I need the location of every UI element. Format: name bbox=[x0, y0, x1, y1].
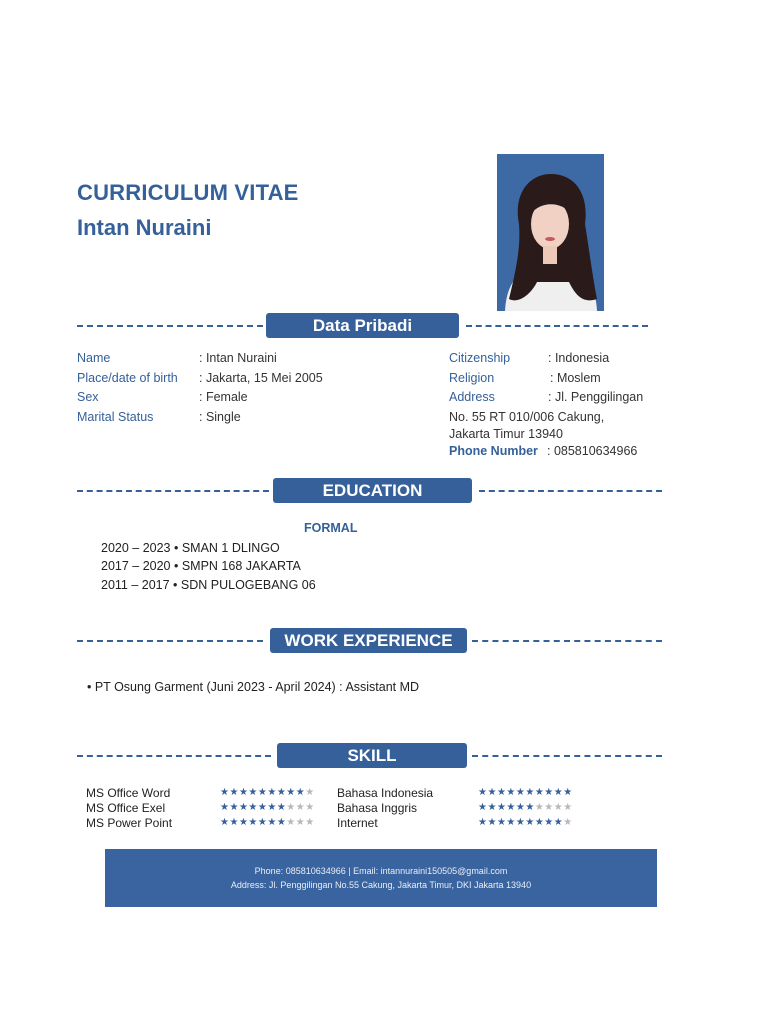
star-icon: ★ bbox=[534, 802, 545, 813]
star-icon: ★ bbox=[267, 787, 277, 798]
skill-name: MS Office Exel bbox=[86, 801, 166, 815]
star-icon: ★ bbox=[487, 817, 497, 828]
value-birth: : Jakarta, 15 Mei 2005 bbox=[199, 371, 323, 385]
label-name: Name bbox=[77, 351, 111, 365]
skill-rating-stars bbox=[220, 787, 315, 798]
value-address: : Jl. Penggilingan bbox=[548, 390, 644, 404]
star-icon: ★ bbox=[220, 802, 230, 813]
address-line-2: No. 55 RT 010/006 Cakung, bbox=[449, 410, 605, 424]
star-icon: ★ bbox=[238, 787, 249, 798]
star-icon: ★ bbox=[229, 817, 239, 828]
star-icon: ★ bbox=[229, 787, 239, 798]
value-marital: : Single bbox=[199, 410, 241, 424]
star-icon: ★ bbox=[515, 817, 526, 828]
label-address: Address bbox=[449, 390, 495, 404]
star-icon: ★ bbox=[534, 787, 545, 798]
star-icon: ★ bbox=[496, 817, 507, 828]
star-icon: ★ bbox=[563, 802, 573, 813]
section-personal-title: Data Pribadi bbox=[266, 313, 459, 338]
star-icon: ★ bbox=[295, 787, 306, 798]
skill-name: MS Office Word bbox=[86, 786, 171, 800]
star-icon: ★ bbox=[478, 817, 488, 828]
star-icon: ★ bbox=[478, 802, 488, 813]
star-icon: ★ bbox=[496, 802, 507, 813]
star-icon: ★ bbox=[563, 817, 573, 828]
star-icon: ★ bbox=[295, 802, 306, 813]
skill-name: Bahasa Indonesia bbox=[337, 786, 434, 800]
star-icon: ★ bbox=[248, 817, 258, 828]
section-skill bbox=[77, 743, 662, 769]
section-education-title: EDUCATION bbox=[273, 478, 472, 503]
education-item: 2011 – 2017 • SDN PULOGEBANG 06 bbox=[101, 578, 316, 592]
star-icon: ★ bbox=[553, 787, 564, 798]
star-icon: ★ bbox=[286, 787, 296, 798]
education-item: 2017 – 2020 • SMPN 168 JAKARTA bbox=[101, 559, 301, 573]
skill-rating-stars bbox=[478, 817, 573, 828]
skill-rating-stars bbox=[478, 802, 573, 813]
star-icon: ★ bbox=[534, 817, 545, 828]
star-icon: ★ bbox=[267, 802, 277, 813]
star-icon: ★ bbox=[276, 802, 287, 813]
divider-right bbox=[479, 490, 662, 492]
cv-title: CURRICULUM VITAE bbox=[77, 180, 299, 205]
section-education bbox=[77, 478, 662, 504]
education-formal-heading: FORMAL bbox=[304, 521, 358, 535]
education-item: 2020 – 2023 • SMAN 1 DLINGO bbox=[101, 541, 280, 555]
label-marital: Marital Status bbox=[77, 410, 154, 424]
star-icon: ★ bbox=[506, 817, 516, 828]
skill-rating-stars bbox=[478, 787, 573, 798]
profile-photo bbox=[497, 154, 604, 311]
label-citizenship: Citizenship bbox=[449, 351, 511, 365]
portrait-illustration bbox=[497, 154, 604, 311]
star-icon: ★ bbox=[267, 817, 277, 828]
star-icon: ★ bbox=[276, 787, 287, 798]
star-icon: ★ bbox=[487, 787, 497, 798]
divider-left bbox=[77, 490, 269, 492]
star-icon: ★ bbox=[553, 802, 564, 813]
section-work-title: WORK EXPERIENCE bbox=[270, 628, 467, 653]
star-icon: ★ bbox=[525, 802, 535, 813]
star-icon: ★ bbox=[305, 817, 315, 828]
star-icon: ★ bbox=[257, 817, 268, 828]
value-citizenship: : Indonesia bbox=[548, 351, 610, 365]
star-icon: ★ bbox=[220, 817, 230, 828]
footer-address-line: Address: Jl. Penggilingan No.55 Cakung, Jakarta Timur, DKI Jakarta 13940 bbox=[230, 880, 532, 890]
divider-right bbox=[472, 755, 662, 757]
star-icon: ★ bbox=[496, 787, 507, 798]
divider-right bbox=[472, 640, 662, 642]
label-birth: Place/date of birth bbox=[77, 371, 178, 385]
label-phone: Phone Number bbox=[449, 444, 538, 458]
star-icon: ★ bbox=[563, 787, 573, 798]
label-religion: Religion bbox=[449, 371, 495, 385]
divider-right bbox=[466, 325, 648, 327]
section-personal bbox=[77, 313, 662, 339]
value-name: : Intan Nuraini bbox=[199, 351, 277, 365]
section-work bbox=[77, 628, 662, 654]
candidate-name: Intan Nuraini bbox=[77, 215, 212, 240]
divider-left bbox=[77, 640, 263, 642]
star-icon: ★ bbox=[525, 817, 535, 828]
star-icon: ★ bbox=[238, 802, 249, 813]
skill-name: Internet bbox=[337, 816, 378, 830]
star-icon: ★ bbox=[305, 802, 315, 813]
star-icon: ★ bbox=[553, 817, 564, 828]
star-icon: ★ bbox=[286, 817, 296, 828]
star-icon: ★ bbox=[286, 802, 296, 813]
value-phone: : 085810634966 bbox=[547, 444, 638, 458]
footer-contact-line: Phone: 085810634966 | Email: intannuraini150505@gmail.com bbox=[254, 866, 508, 876]
star-icon: ★ bbox=[515, 802, 526, 813]
skill-name: MS Power Point bbox=[86, 816, 173, 830]
star-icon: ★ bbox=[478, 787, 488, 798]
star-icon: ★ bbox=[220, 787, 230, 798]
star-icon: ★ bbox=[248, 787, 258, 798]
star-icon: ★ bbox=[257, 787, 268, 798]
star-icon: ★ bbox=[487, 802, 497, 813]
star-icon: ★ bbox=[257, 802, 268, 813]
star-icon: ★ bbox=[544, 802, 554, 813]
divider-left bbox=[77, 755, 271, 757]
star-icon: ★ bbox=[506, 787, 516, 798]
star-icon: ★ bbox=[295, 817, 306, 828]
label-sex: Sex bbox=[77, 390, 99, 404]
star-icon: ★ bbox=[248, 802, 258, 813]
star-icon: ★ bbox=[544, 787, 554, 798]
star-icon: ★ bbox=[238, 817, 249, 828]
skill-name: Bahasa Inggris bbox=[337, 801, 418, 815]
contact-footer bbox=[105, 849, 657, 907]
star-icon: ★ bbox=[506, 802, 516, 813]
value-religion: : Moslem bbox=[550, 371, 601, 385]
star-icon: ★ bbox=[515, 787, 526, 798]
star-icon: ★ bbox=[229, 802, 239, 813]
section-skill-title: SKILL bbox=[277, 743, 467, 768]
work-item: • PT Osung Garment (Juni 2023 - April 2024) : Assistant MD bbox=[87, 680, 420, 694]
address-line-3: Jakarta Timur 13940 bbox=[449, 427, 563, 441]
star-icon: ★ bbox=[525, 787, 535, 798]
star-icon: ★ bbox=[276, 817, 287, 828]
value-sex: : Female bbox=[199, 390, 248, 404]
star-icon: ★ bbox=[544, 817, 554, 828]
skill-rating-stars bbox=[220, 817, 315, 828]
star-icon: ★ bbox=[305, 787, 315, 798]
divider-left bbox=[77, 325, 263, 327]
skill-rating-stars bbox=[220, 802, 315, 813]
